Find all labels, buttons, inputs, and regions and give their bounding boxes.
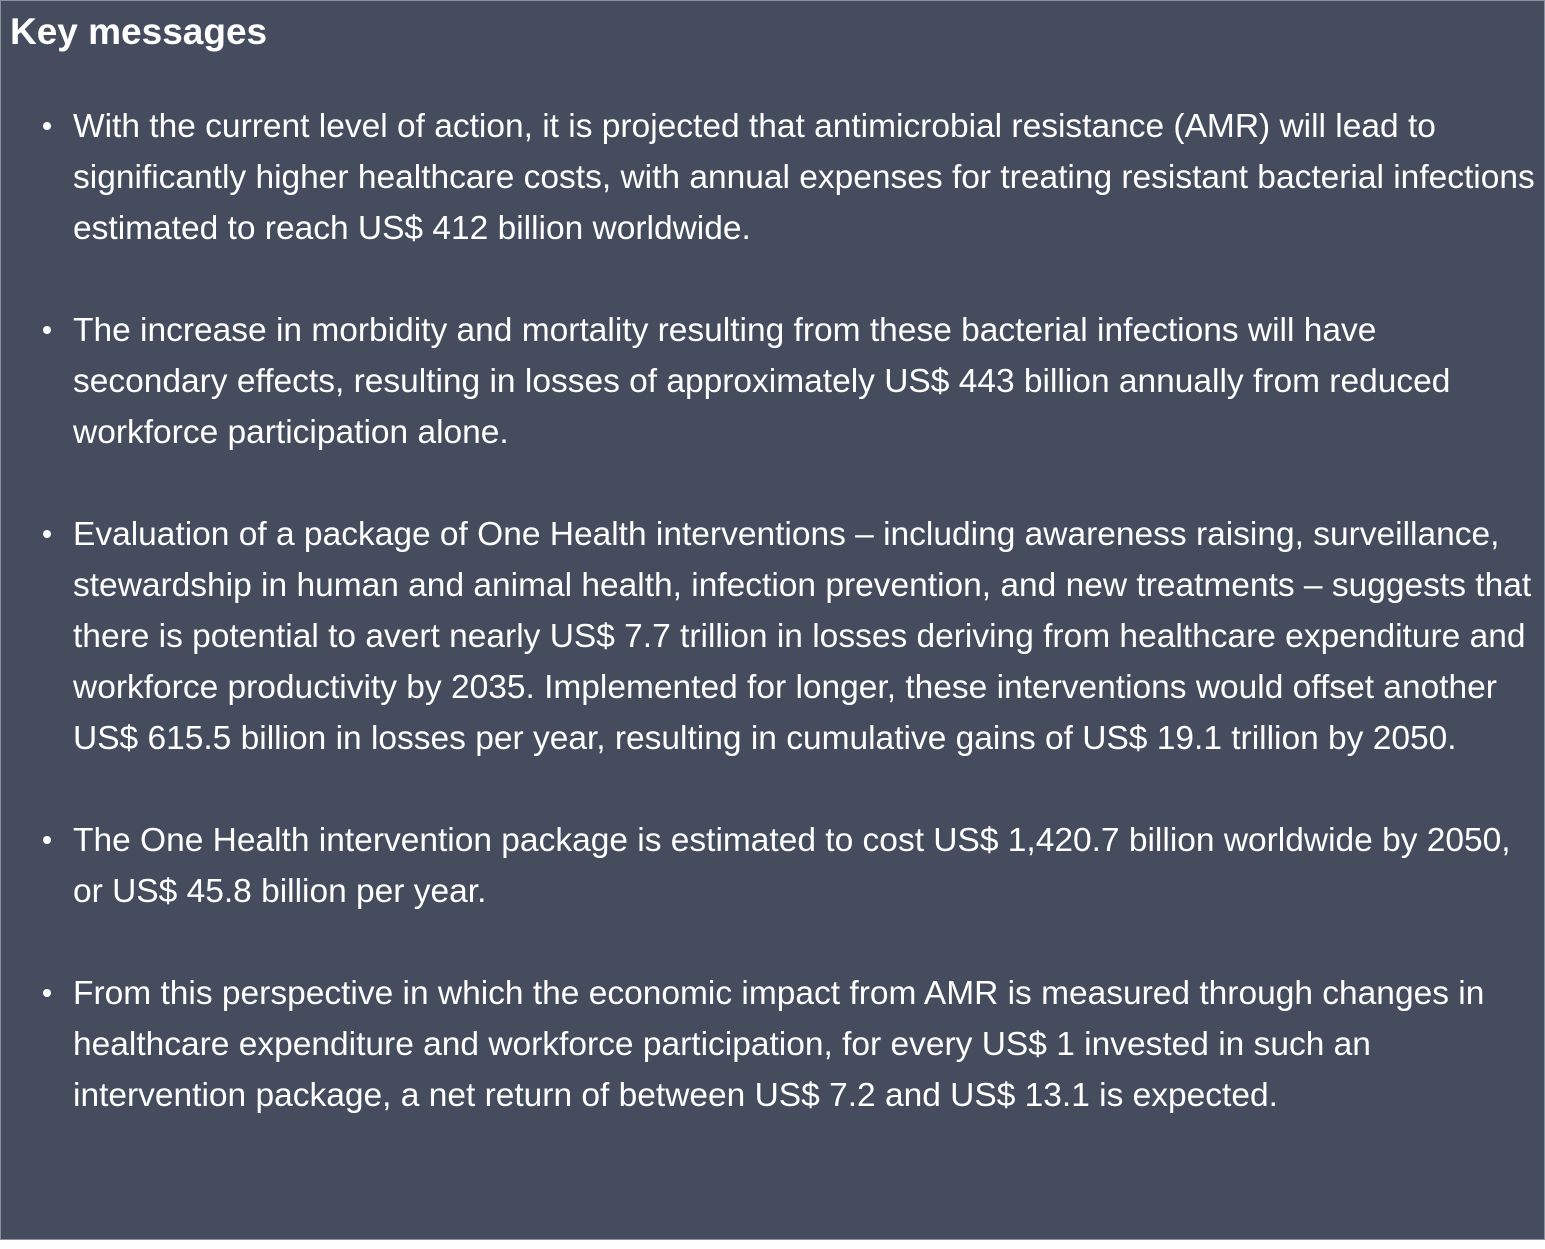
message-text: From this perspective in which the economic impact from AMR is measured through changes in healthcare expenditure and workforce participation, for every US$ 1 invested in such an intervention package, a net return of between US$ 7.2 and US$ 13.1 is expected. bbox=[73, 975, 1485, 1114]
message-text: The increase in morbidity and mortality resulting from these bacterial infections will have secondary effects, resulting in losses of approximately US$ 443 billion annually from reduced workforce participation alone. bbox=[73, 312, 1451, 451]
list-item bbox=[1, 815, 1545, 917]
panel-heading: Key messages bbox=[10, 11, 268, 52]
list-item bbox=[1, 305, 1545, 458]
message-text: With the current level of action, it is projected that antimicrobial resistance (AMR) will lead to significantly higher healthcare costs, with annual expenses for treating resistant bacterial infections estimated to reach US$ 412 billion worldwide. bbox=[73, 108, 1535, 247]
list-item bbox=[1, 968, 1545, 1121]
bullet-icon bbox=[43, 989, 51, 997]
message-text: The One Health intervention package is estimated to cost US$ 1,420.7 billion worldwide by 2050, or US$ 45.8 billion per year. bbox=[73, 822, 1511, 910]
bullet-icon bbox=[43, 836, 51, 844]
bullet-icon bbox=[43, 326, 51, 334]
bullet-icon bbox=[43, 530, 51, 538]
bullet-icon bbox=[43, 122, 51, 130]
list-item bbox=[1, 101, 1545, 254]
list-item bbox=[1, 509, 1545, 764]
message-text: Evaluation of a package of One Health interventions – including awareness raising, surveillance, stewardship in human and animal health, infection prevention, and new treatments – suggests that there is potential to avert nearly US$ 7.7 trillion in losses deriving from healthcare expenditure and workforce productivity by 2035. Implemented for longer, these interventions would offset another US$ 615.5 billion in losses per year, resulting in cumulative gains of US$ 19.1 trillion by 2050. bbox=[73, 516, 1532, 757]
key-messages-list bbox=[1, 101, 1545, 1172]
